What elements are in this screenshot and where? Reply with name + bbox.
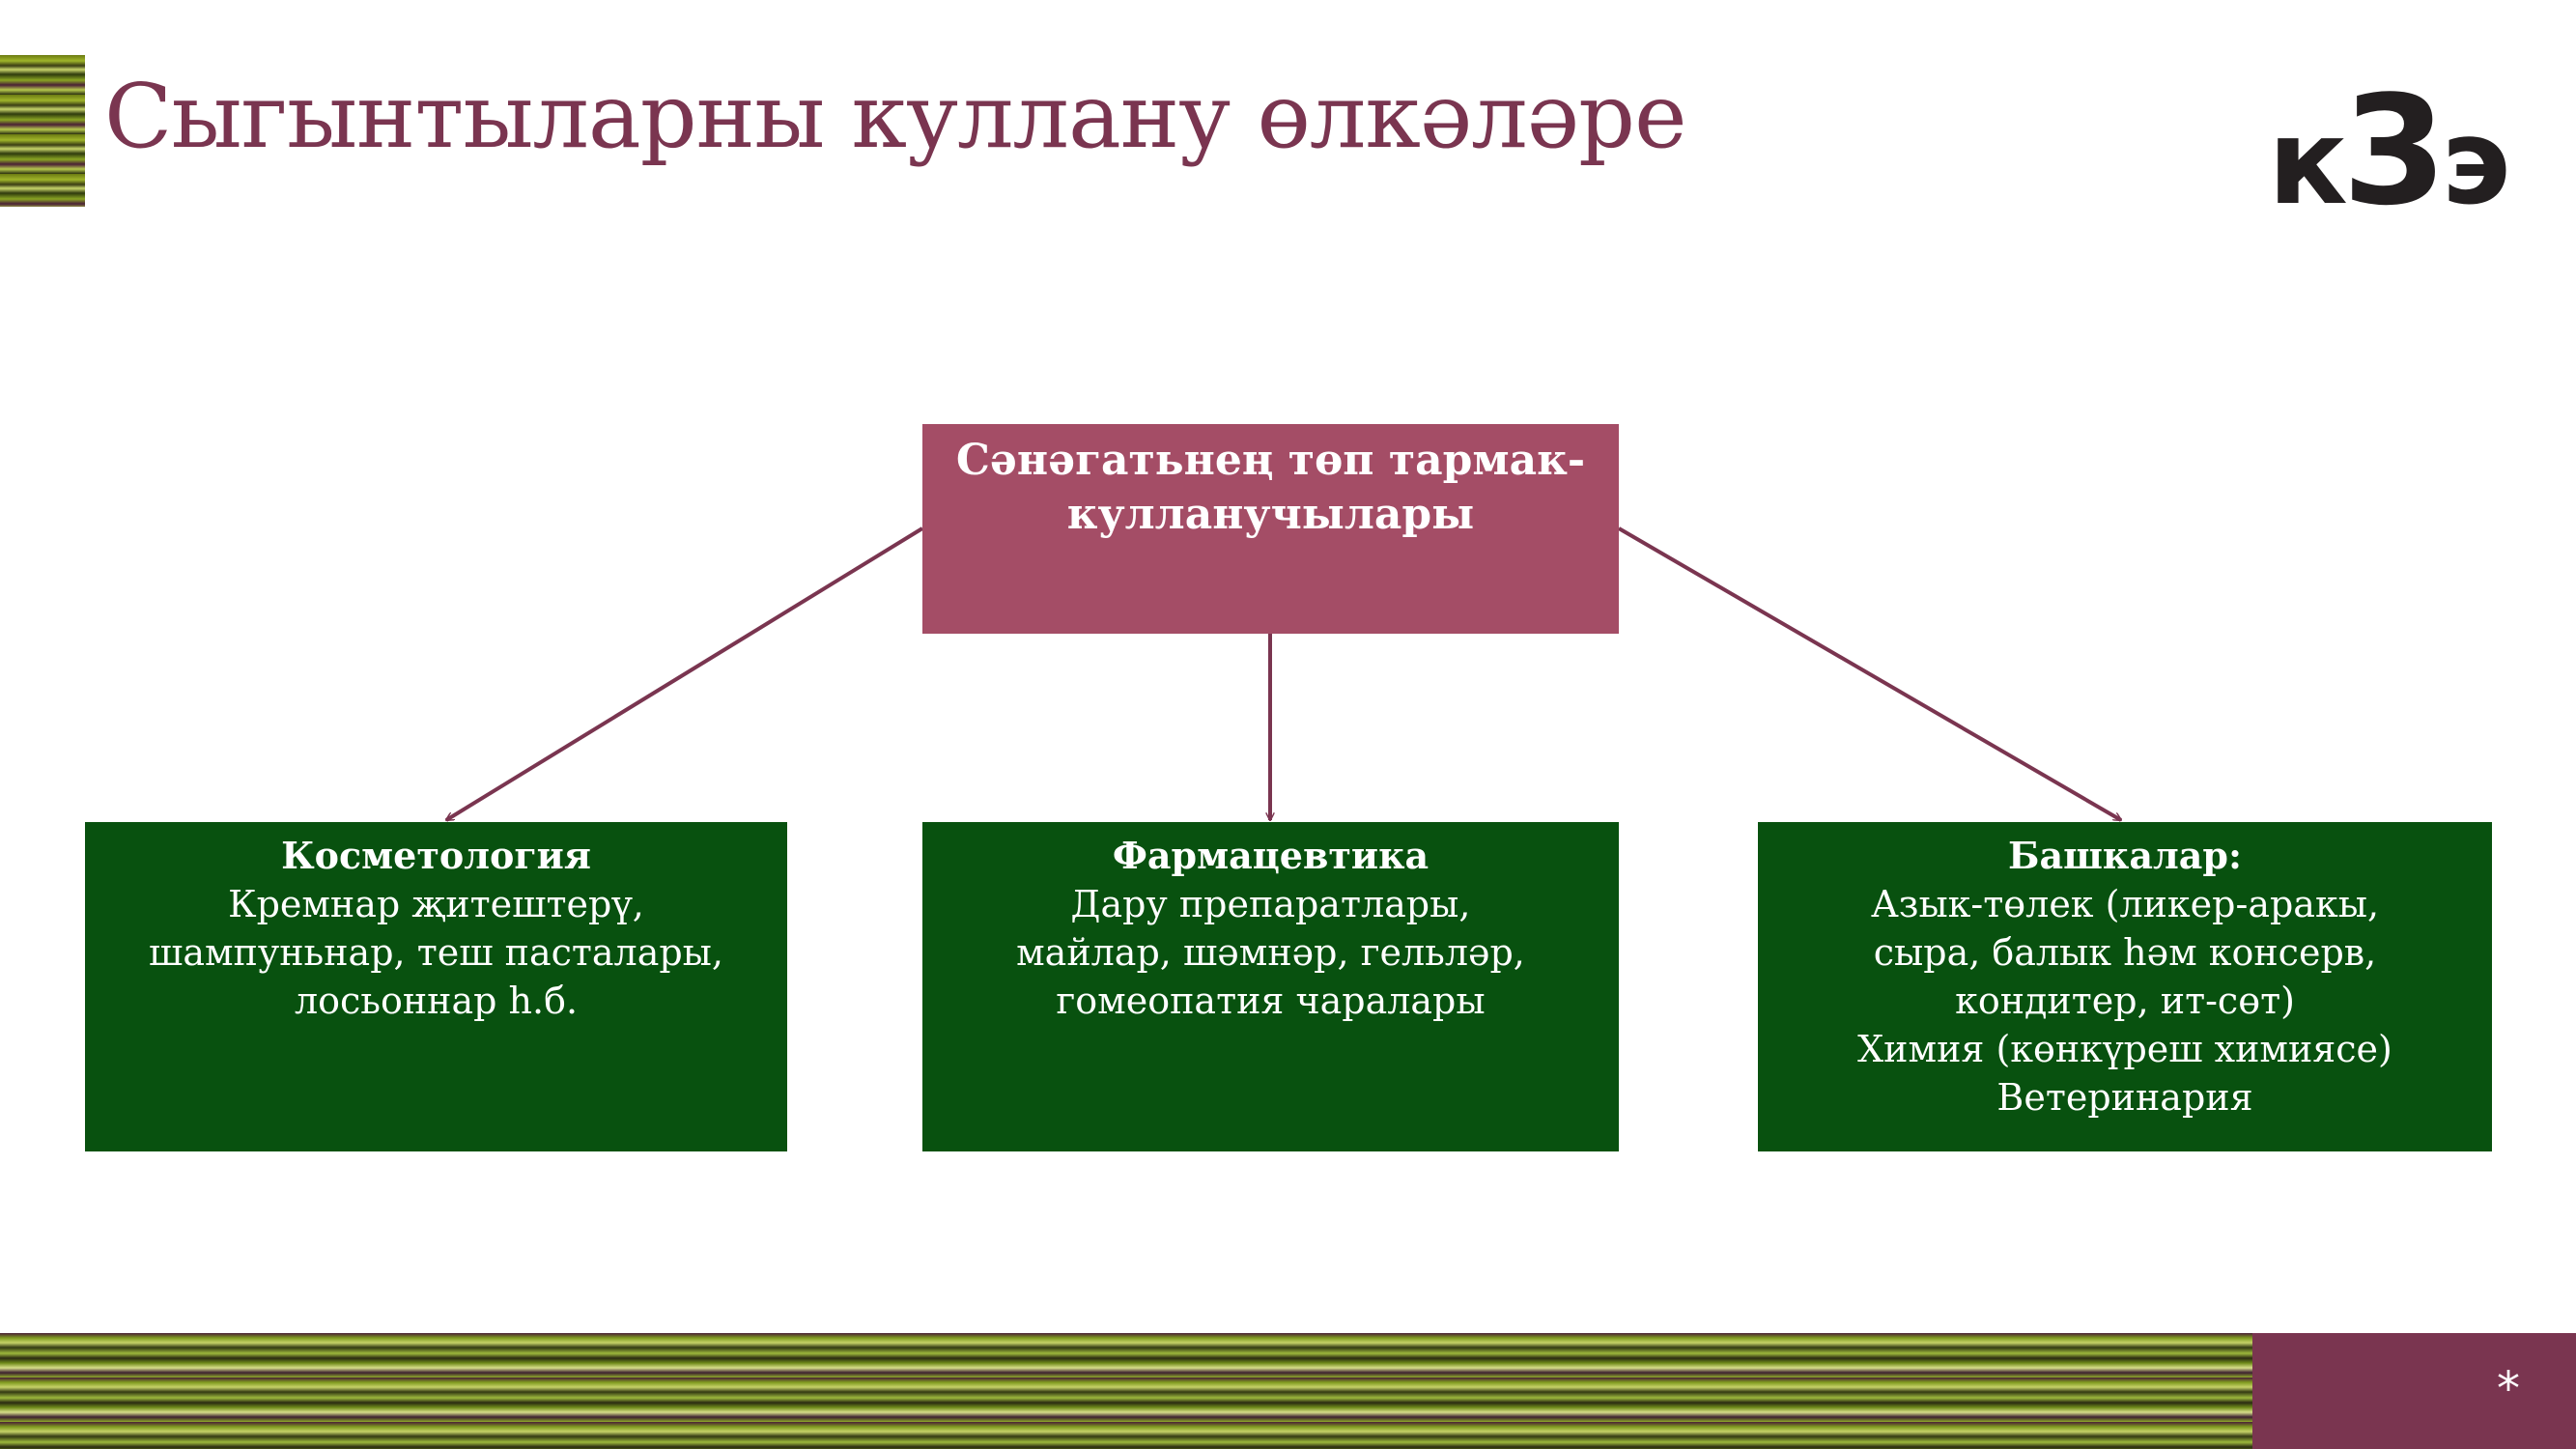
box-line: Азык-төлек (ликер-аракы, <box>1870 883 2380 925</box>
box-line: шампуньнар, теш пасталары, <box>148 931 723 974</box>
box-title: Башкалар: <box>2007 834 2242 877</box>
box-title: Фармацевтика <box>1112 834 1430 877</box>
arrow-to-others <box>1619 528 2121 820</box>
box-line: Химия (көнкүреш химиясе) <box>1857 1028 2392 1070</box>
box-line: лосьоннар һ.б. <box>294 980 579 1022</box>
logo-letter-2: 3 <box>2341 63 2442 239</box>
logo-letter-3: э <box>2441 94 2505 231</box>
root-box-industry-consumers <box>922 424 1619 634</box>
root-line-1: Сәнәгатьнең төп тармак- <box>955 436 1586 485</box>
box-line: кондитер, ит-сөт) <box>1955 980 2295 1022</box>
box-line: майлар, шәмнәр, гельләр, <box>1016 931 1525 974</box>
bottom-stripes-decoration <box>0 1333 2252 1449</box>
page-number-box <box>2252 1333 2576 1449</box>
page-number: * <box>2497 1362 2520 1416</box>
slide-title: Сыгынтыларны куллану өлкәләре <box>104 65 1686 168</box>
box-line: гомеопатия чаралары <box>1056 980 1486 1022</box>
box-line: сыра, балык һәм консерв, <box>1873 931 2377 974</box>
box-line: Кремнар җитештерү, <box>228 883 644 925</box>
box-line: Ветеринария <box>1996 1076 2253 1119</box>
box-pharmaceutics <box>922 822 1619 1151</box>
box-cosmetology <box>85 822 787 1151</box>
root-line-2: кулланучылары <box>1066 490 1475 539</box>
box-others <box>1758 822 2492 1151</box>
logo-letter-1: к <box>2268 94 2342 231</box>
arrow-to-cosmetology <box>446 528 922 820</box>
box-title: Косметология <box>281 834 591 877</box>
box-line: Дару препаратлары, <box>1070 883 1471 925</box>
